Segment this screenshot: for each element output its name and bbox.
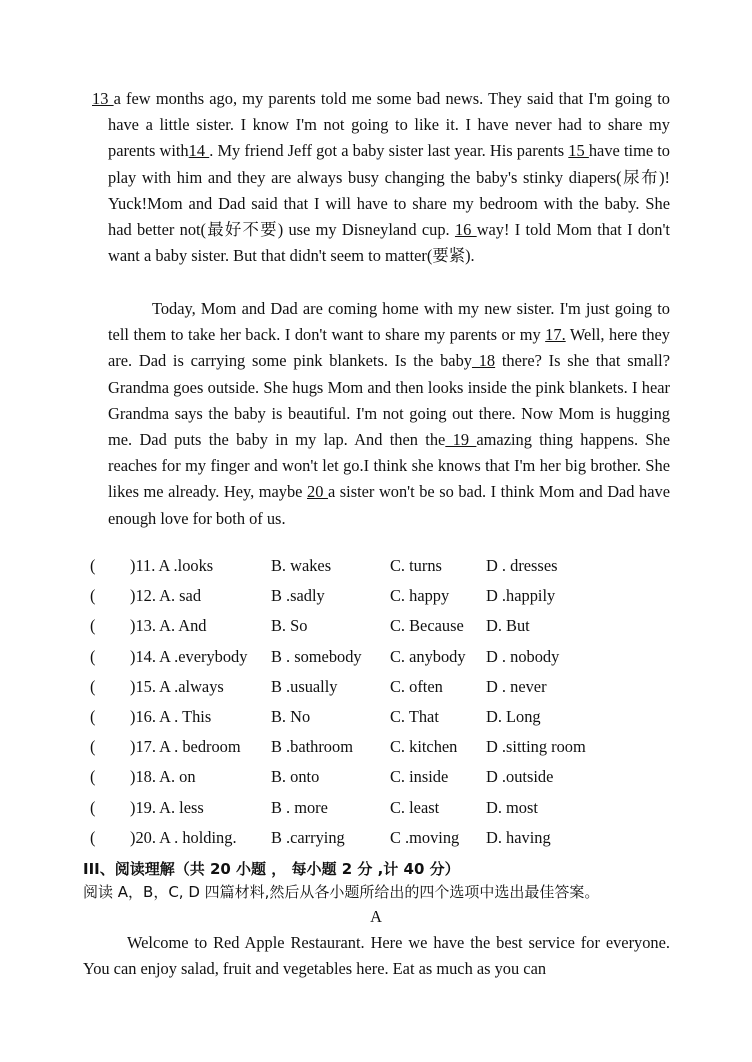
option-c: C. often — [390, 676, 443, 696]
option-a: )19. A. less — [130, 797, 204, 817]
answer-bracket[interactable]: ( — [90, 616, 96, 636]
blank-19: 19 — [445, 430, 477, 450]
option-a: )14. A .everybody — [130, 646, 248, 666]
blank-16: 16 — [454, 220, 477, 240]
blank-14: 14 — [188, 141, 210, 161]
option-d: D. But — [486, 616, 530, 636]
option-a: )18. A. on — [130, 767, 196, 787]
blank-13: 13 — [92, 89, 114, 108]
answer-bracket[interactable]: ( — [90, 676, 96, 696]
answer-bracket[interactable]: ( — [90, 556, 96, 575]
p1-text-1: a few months ago, my parents told me some bad news. They said that I'm going to have a little sister. I know I'm not going to like it. I have never had to share my parents with — [108, 89, 670, 161]
answer-bracket[interactable]: ( — [90, 586, 96, 606]
answer-bracket[interactable]: ( — [90, 646, 96, 666]
passage-a-text: Welcome to Red Apple Restaurant. Here we have the best service for everyone. You can enjoy salad, fruit and vegetables here. Eat as much as you can — [83, 933, 670, 979]
option-b: B .bathroom — [271, 737, 353, 757]
answer-bracket[interactable]: ( — [90, 737, 96, 757]
section-instruction: 阅读 A，B，C, D 四篇材料,然后从各小题所给出的四个选项中选出最佳答案。 — [83, 883, 600, 901]
option-c: C. inside — [390, 767, 449, 787]
p2-text-3: there? Is she that small? Grandma goes outside. She hugs Mom and then looks inside the pink blankets. I hear Grandma says the baby is beautiful. I'm not going out there. Now Mom is hugging me. Dad puts the baby in my lap. And then the — [108, 351, 670, 450]
option-c: C. anybody — [390, 646, 466, 666]
option-b: B. No — [271, 706, 311, 726]
option-b: B .sadly — [271, 586, 325, 606]
option-a: )11. A .looks — [130, 556, 214, 575]
blank-17: 17. — [545, 325, 566, 345]
option-b: B. onto — [271, 767, 320, 787]
option-d: D . dresses — [486, 556, 558, 575]
option-d: D . nobody — [486, 646, 560, 666]
p1-text-3: have time to play with him and they are always busy changing the baby's stinky diapers(尿布)! Yuck!Mom and Dad said that I will have to share my bedroom with the baby. She had better not(最好不要) use my Disneyland cup. — [108, 141, 670, 240]
section-heading: III、阅读理解（共 20 小题 ， 每小题 2 分 ,计 40 分） — [83, 860, 460, 878]
cloze-paragraph-2 — [108, 296, 670, 532]
answer-bracket[interactable]: ( — [90, 797, 96, 817]
option-c: C. kitchen — [390, 737, 458, 757]
option-c: C. turns — [390, 556, 442, 575]
option-b: B . somebody — [271, 646, 362, 666]
option-c: C. That — [390, 706, 439, 726]
option-a: )12. A. sad — [130, 586, 202, 606]
p2-text-5: a sister won't be so bad. I think Mom and Dad have enough love for both of us. — [108, 482, 670, 528]
p2-text-4: amazing thing happens. She reaches for my finger and won't let go.I think she knows that I'm her big brother. She likes me already. Hey, maybe — [108, 430, 670, 502]
option-b: B. So — [271, 616, 308, 636]
option-a: )13. A. And — [130, 616, 207, 636]
p1-text-4: way! I told Mom that I don't want a baby sister. But that didn't seem to matter(要紧). — [108, 220, 670, 266]
option-d: D. most — [486, 797, 538, 817]
option-c: C. least — [390, 797, 440, 817]
cloze-paragraph-1 — [92, 86, 670, 269]
option-d: D . never — [486, 676, 547, 696]
answer-bracket[interactable]: ( — [90, 706, 96, 726]
p2-text-1: Today, Mom and Dad are coming home with my new sister. I'm just going to tell them to take her back. I don't want to share my parents or my — [108, 299, 670, 345]
option-c: C. Because — [390, 616, 464, 636]
answer-bracket[interactable]: ( — [90, 767, 96, 787]
option-a: )20. A . holding. — [130, 827, 237, 847]
option-b: B . more — [271, 797, 328, 817]
blank-15: 15 — [568, 141, 589, 161]
option-a: )17. A . bedroom — [130, 737, 241, 757]
option-d: D. Long — [486, 706, 541, 726]
reading-passage-a — [83, 930, 670, 982]
blank-18: 18 — [471, 351, 496, 371]
option-b: B .carrying — [271, 827, 345, 847]
option-a: )16. A . This — [130, 706, 212, 726]
option-d: D. having — [486, 827, 551, 847]
blank-20: 20 — [307, 482, 328, 502]
option-c: C .moving — [390, 827, 460, 847]
option-b: B. wakes — [271, 556, 332, 575]
option-a: )15. A .always — [130, 676, 224, 696]
option-b: B .usually — [271, 676, 338, 696]
option-c: C. happy — [390, 586, 450, 606]
p1-text-2: . My friend Jeff got a baby sister last year. His parents — [209, 141, 569, 161]
answer-bracket[interactable]: ( — [90, 827, 96, 847]
option-d: D .sitting room — [486, 737, 586, 757]
p2-text-2: Well, here they are. Dad is carrying some pink blankets. Is the baby — [108, 325, 670, 371]
passage-label: A — [370, 907, 382, 926]
option-d: D .happily — [486, 586, 556, 606]
option-d: D .outside — [486, 767, 554, 787]
